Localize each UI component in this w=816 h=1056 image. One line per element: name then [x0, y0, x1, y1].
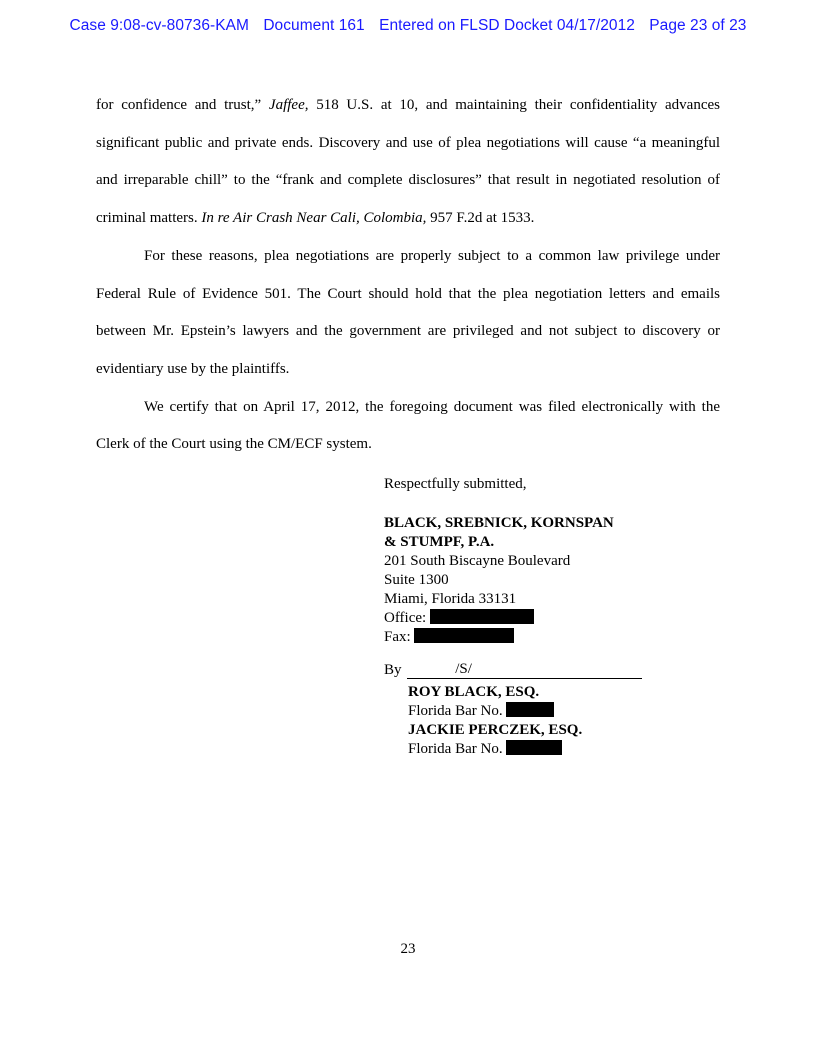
paragraph2-line1: For these reasons, plea negotiations are properly subject to a common law privilege under: [144, 247, 720, 264]
attorney-name-2: JACKIE PERCZEK, ESQ.: [408, 722, 583, 738]
fax-label: Fax:: [384, 629, 411, 645]
text-fragment: for confidence and trust,”: [96, 97, 269, 113]
paragraph1-line3: and irreparable chill” to the “frank and complete disclosures” that result in negotiated resolution of: [96, 172, 720, 189]
address-suite: Suite 1300: [384, 572, 449, 588]
redaction-box: [506, 740, 562, 755]
body-text: [96, 87, 720, 464]
firm-block: [384, 514, 614, 647]
case-number: Case 9:08-cv-80736-KAM: [69, 17, 249, 34]
redaction-box: [430, 609, 534, 624]
paragraph3-line1: We certify that on April 17, 2012, the foregoing document was filed electronically with the: [144, 398, 720, 415]
paragraph1-line2: significant public and private ends. Discovery and use of plea negotiations will cause “a meaningful: [96, 134, 720, 151]
signature-line: [407, 661, 642, 679]
case-citation: In re Air Crash Near Cali, Colombia,: [201, 210, 427, 227]
case-citation: Jaffee,: [268, 97, 309, 113]
redaction-box: [414, 628, 514, 643]
attorney-name-1: ROY BLACK, ESQ.: [408, 684, 540, 700]
paragraph2-line2: Federal Rule of Evidence 501. The Court should hold that the plea negotiation letters and emails: [96, 285, 720, 302]
bar-number-line-1: [408, 702, 582, 721]
document-number: Document 161: [263, 17, 365, 34]
office-line: [384, 609, 614, 628]
address-street: 201 South Biscayne Boulevard: [384, 553, 571, 569]
redaction-box: [506, 702, 554, 717]
electronic-signature: /S/: [455, 661, 472, 677]
text-fragment: 518 U.S. at 10, and maintaining their confidentiality advances: [308, 97, 720, 113]
paragraph1-line4: [96, 200, 720, 238]
bar-label: Florida Bar No.: [408, 703, 503, 719]
text-fragment: 957 F.2d at 1533.: [426, 210, 535, 227]
page-number: 23: [400, 941, 416, 957]
firm-name-line2: & STUMPF, P.A.: [384, 534, 495, 550]
signature-row: [384, 661, 642, 679]
attorney-block: [408, 683, 582, 759]
fax-line: [384, 628, 614, 647]
firm-name-line1: BLACK, SREBNICK, KORNSPAN: [384, 515, 614, 531]
office-label: Office:: [384, 610, 427, 626]
docket-header: [0, 17, 816, 35]
paragraph3-line2: Clerk of the Court using the CM/ECF system.: [96, 436, 372, 453]
page-indicator: Page 23 of 23: [649, 17, 747, 34]
docket-entry: Entered on FLSD Docket 04/17/2012: [379, 17, 635, 34]
by-label: By: [384, 662, 402, 678]
paragraph2-line4: evidentiary use by the plaintiffs.: [96, 360, 290, 377]
closing-line: Respectfully submitted,: [384, 476, 527, 492]
address-city: Miami, Florida 33131: [384, 591, 517, 607]
text-fragment: criminal matters.: [96, 210, 202, 227]
paragraph1-line1: [96, 87, 720, 125]
bar-number-line-2: [408, 740, 582, 759]
paragraph2-line3: between Mr. Epstein’s lawyers and the government are privileged and not subject to discovery or: [96, 323, 720, 340]
bar-label: Florida Bar No.: [408, 741, 503, 757]
